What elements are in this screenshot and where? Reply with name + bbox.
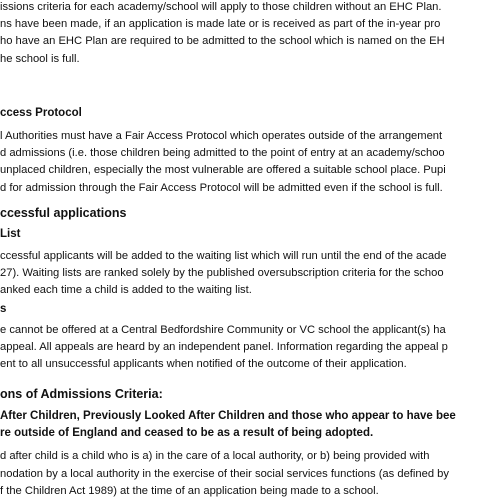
para4-line-2: appeal. All appeals are heard by an independent panel. Information regarding the appeal p [0,341,448,353]
lac-heading-line-2: re outside of England and ceased to be as a result of being adopted. [0,427,374,439]
para4-line-3: ent to all unsuccessful applicants when notified of the outcome of their application. [0,358,407,370]
para2-line-3: unplaced children, especially the most vulnerable are offered a suitable school place. Pupi [0,164,446,176]
fair-access-heading: ccess Protocol [0,107,82,119]
para3-line-2: 27). Waiting lists are ranked solely by the published oversubscription criteria for the schoo [0,267,444,279]
para1-line-3: ho have an EHC Plan are required to be admitted to the school which is named on the EH [0,35,445,47]
para3-line-3: anked each time a child is added to the waiting list. [0,284,252,296]
para4-line-1: e cannot be offered at a Central Bedfordshire Community or VC school the applicant(s) ha [0,324,446,336]
para3-line-1: ccessful applicants will be added to the waiting list which will run until the end of the acade [0,250,447,262]
waiting-list-heading: List [0,228,21,240]
para1-line-1: issions criteria for each academy/school will apply to those children without an EHC Plan. [0,1,442,13]
para2-line-1: l Authorities must have a Fair Access Protocol which operates outside of the arrangement [0,130,443,142]
para5-line-2: nodation by a local authority in the exercise of their social services functions (as defined by [0,468,449,480]
para2-line-2: d admissions (i.e. those children being admitted to the point of entry at an academy/schoo [0,147,445,159]
para1-line-2: ns have been made, if an application is made late or is received as part of the in-year pro [0,18,441,30]
para2-line-4: d for admission through the Fair Access Protocol will be admitted even if the school is full. [0,182,443,194]
lac-heading-line-1: After Children, Previously Looked After Children and those who appear to have bee [0,410,456,422]
unsuccessful-applications-heading: ccessful applications [0,206,127,220]
appeals-heading: s [0,303,7,315]
definitions-heading: ons of Admissions Criteria: [0,387,163,401]
para1-line-4: he school is full. [0,53,80,65]
para5-line-1: d after child is a child who is a) in the care of a local authority, or b) being provided with [0,450,430,462]
para5-line-3: f the Children Act 1989) at the time of an application being made to a school. [0,485,379,497]
